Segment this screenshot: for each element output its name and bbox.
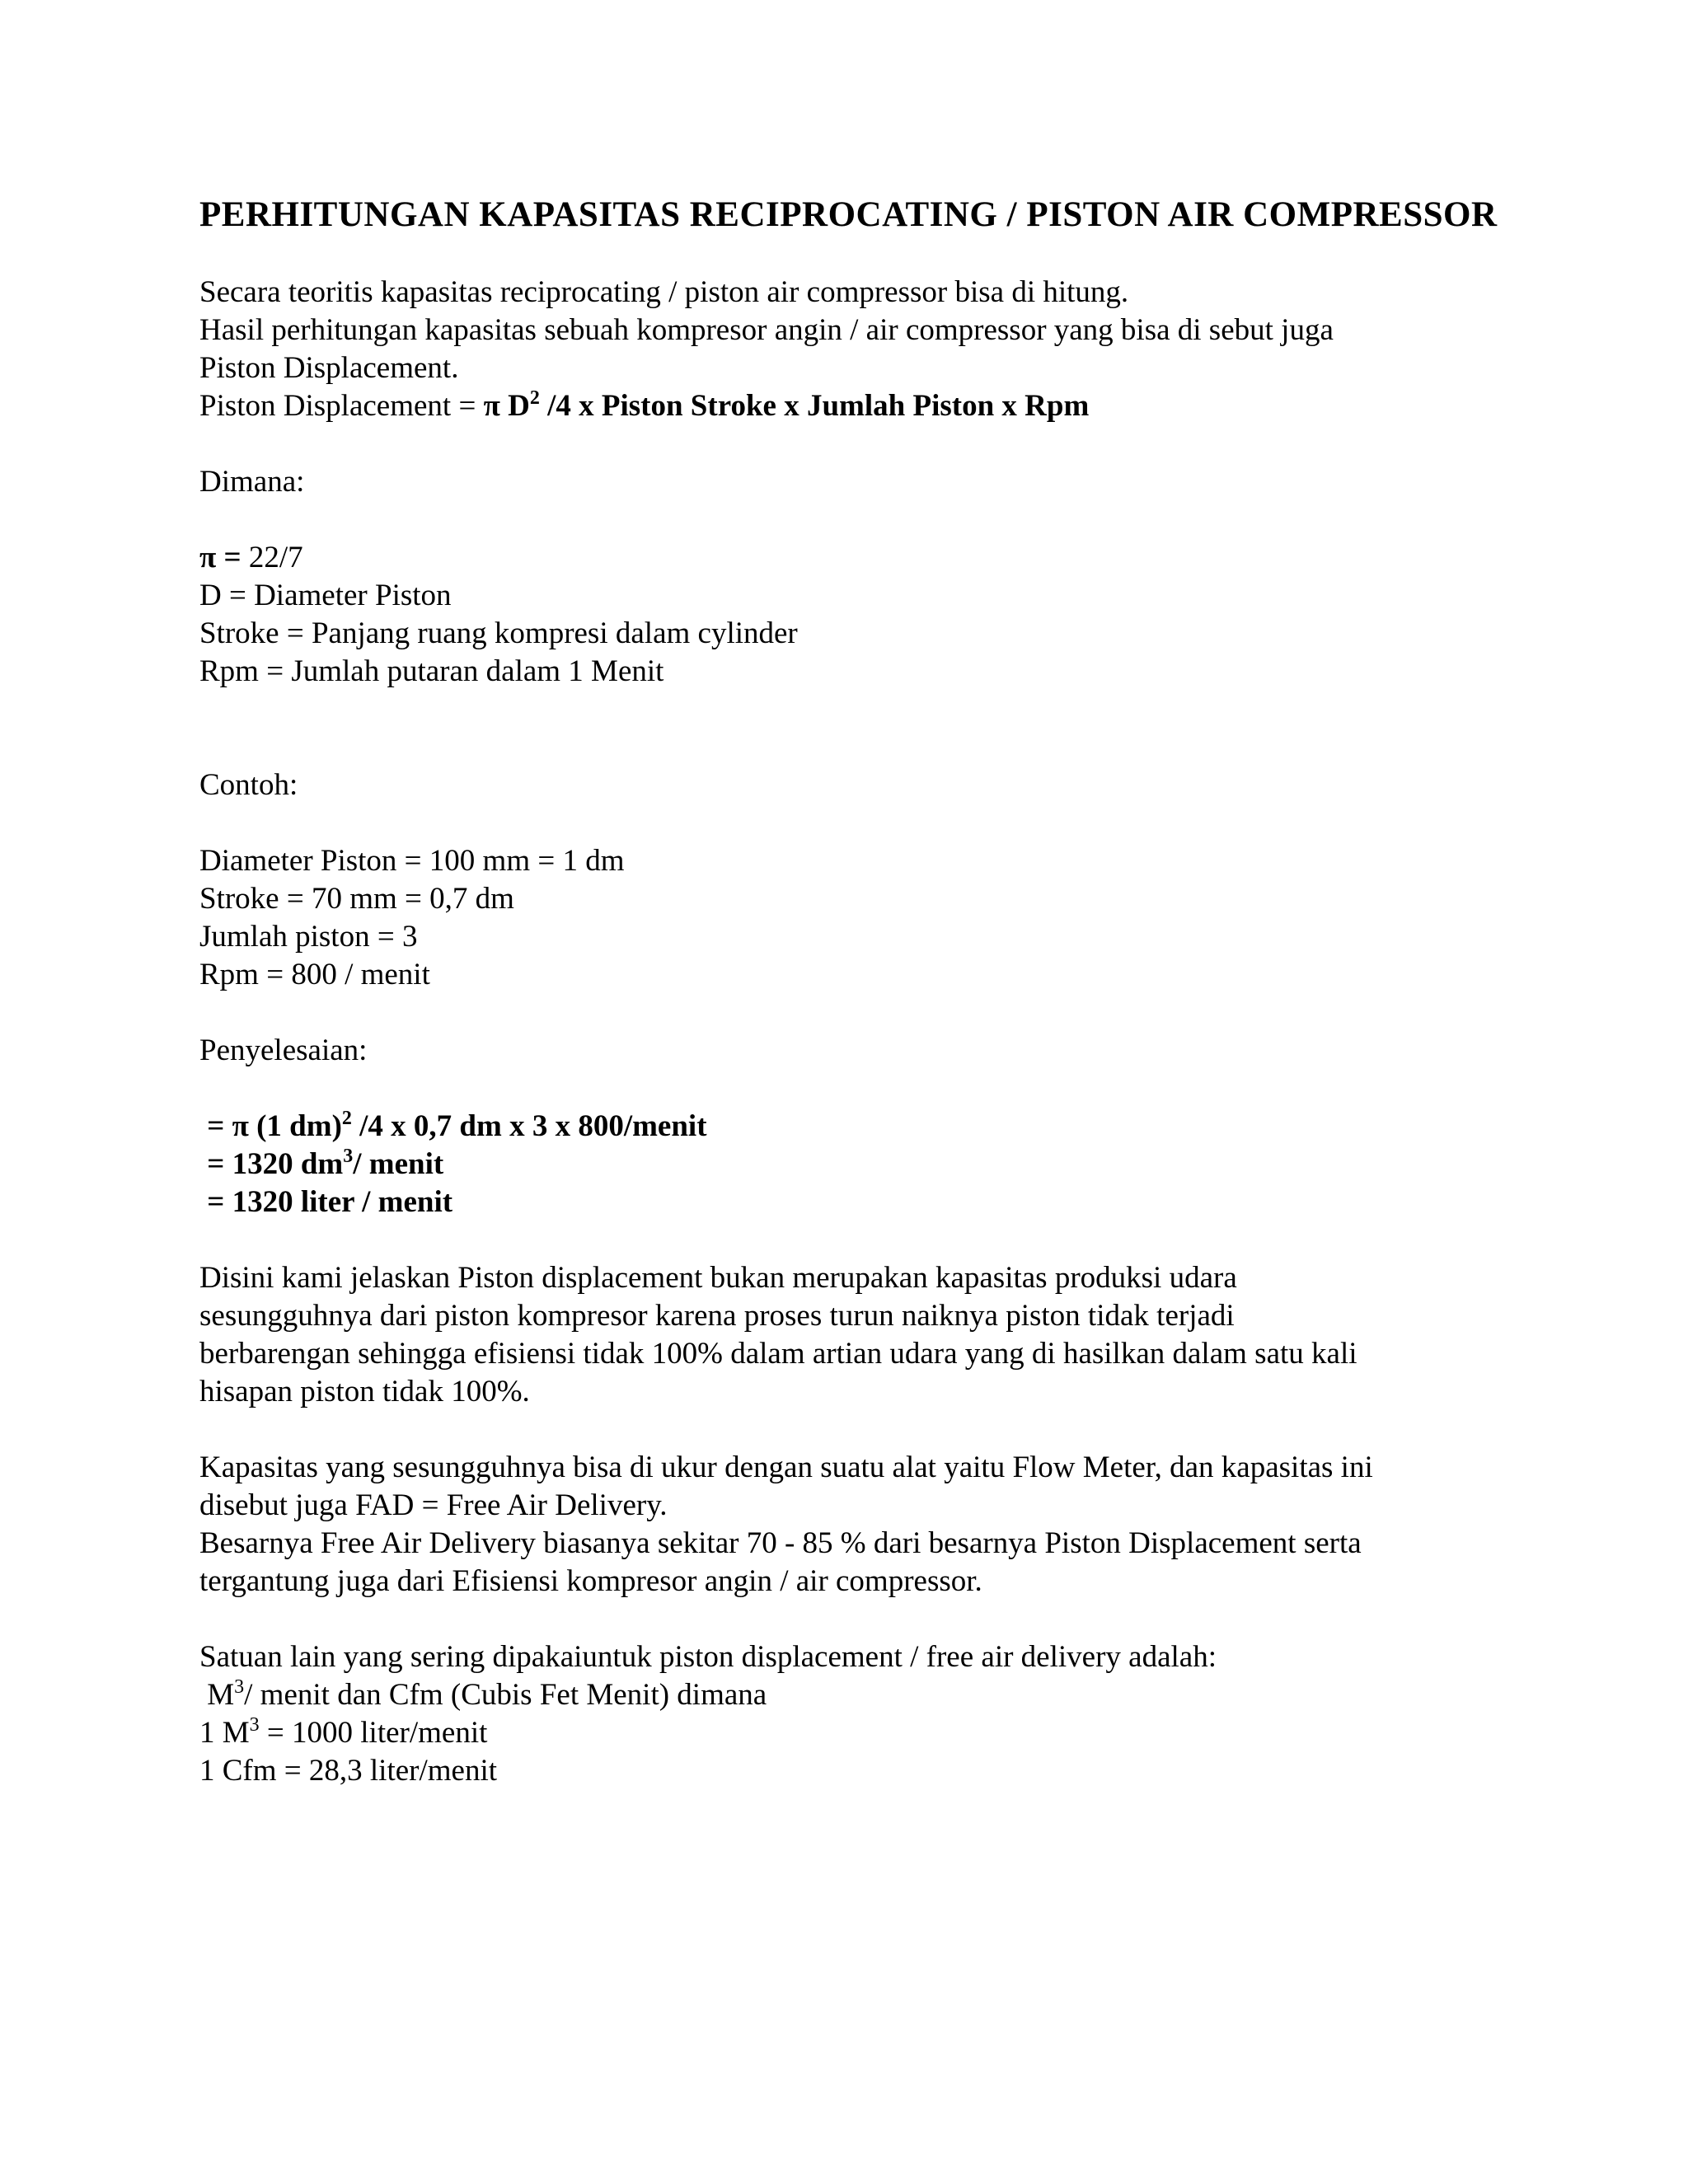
d-definition: D = Diameter Piston: [199, 579, 452, 612]
satuan-m3-exponent: 3: [234, 1676, 245, 1698]
step2-main: = 1320 dm: [199, 1147, 344, 1181]
formula-pi-d: π D: [483, 389, 530, 423]
document-page: [199, 194, 1535, 1790]
paragraph1-line-4: hisapan piston tidak 100%.: [199, 1375, 530, 1408]
document-title: PERHITUNGAN KAPASITAS RECIPROCATING / PISTON AIR COMPRESSOR: [199, 195, 1498, 234]
paragraph2-line-2: disebut juga FAD = Free Air Delivery.: [199, 1488, 668, 1522]
satuan-line-3: [199, 1714, 1535, 1752]
formula-label: Piston Displacement =: [199, 389, 484, 423]
satuan-m3-unit: M: [199, 1678, 235, 1712]
paragraph1-line-3: berbarengan sehingga efisiensi tidak 100% dalam artian udara yang di hasilkan dalam satu kali: [199, 1337, 1357, 1371]
paragraph2-line-4: tergantung juga dari Efisiensi kompresor angin / air compressor.: [199, 1564, 982, 1598]
rpm-definition: Rpm = Jumlah putaran dalam 1 Menit: [199, 654, 664, 688]
step1-rest: /4 x 0,7 dm x 3 x 800/menit: [351, 1109, 707, 1143]
formula-line: [199, 387, 1535, 425]
solution-step-1: [199, 1108, 1535, 1146]
penyelesaian-heading: Penyelesaian:: [199, 1033, 368, 1067]
formula-exponent: 2: [529, 387, 540, 409]
contoh-jumlah: Jumlah piston = 3: [199, 920, 418, 954]
satuan-line-2: [199, 1676, 1535, 1714]
contoh-rpm: Rpm = 800 / menit: [199, 958, 430, 991]
step1-exponent: 2: [341, 1108, 352, 1129]
formula-rest: /4 x Piston Stroke x Jumlah Piston x Rpm: [539, 389, 1090, 423]
paragraph1-line-1: Disini kami jelaskan Piston displacement bukan merupakan kapasitas produksi udara: [199, 1261, 1237, 1295]
contoh-heading: Contoh:: [199, 768, 298, 802]
step2-exponent: 3: [343, 1146, 354, 1167]
intro-line-3: Piston Displacement.: [199, 351, 459, 385]
satuan-line-3-exponent: 3: [249, 1714, 260, 1736]
contoh-stroke: Stroke = 70 mm = 0,7 dm: [199, 882, 514, 916]
stroke-definition: Stroke = Panjang ruang kompresi dalam cylinder: [199, 616, 798, 650]
contoh-diameter: Diameter Piston = 100 mm = 1 dm: [199, 844, 625, 878]
solution-step-3: = 1320 liter / menit: [199, 1185, 453, 1219]
intro-line-2: Hasil perhitungan kapasitas sebuah kompresor angin / air compressor yang bisa di sebut juga: [199, 313, 1334, 347]
solution-step-2: [199, 1146, 1535, 1183]
paragraph1-line-2: sesungguhnya dari piston kompresor karena proses turun naiknya piston tidak terjadi: [199, 1299, 1235, 1333]
pi-definition: [199, 539, 1535, 577]
satuan-line-4: 1 Cfm = 28,3 liter/menit: [199, 1754, 498, 1788]
dimana-heading: Dimana:: [199, 465, 305, 499]
satuan-line-2-rest: / menit dan Cfm (Cubis Fet Menit) dimana: [244, 1678, 767, 1712]
intro-line-1: Secara teoritis kapasitas reciprocating / piston air compressor bisa di hitung.: [199, 275, 1129, 309]
satuan-line-1: Satuan lain yang sering dipakaiuntuk piston displacement / free air delivery adalah:: [199, 1640, 1217, 1674]
pi-symbol: π =: [199, 541, 241, 574]
step2-rest: / menit: [353, 1147, 444, 1181]
paragraph2-line-3: Besarnya Free Air Delivery biasanya sekitar 70 - 85 % dari besarnya Piston Displacement serta: [199, 1526, 1362, 1560]
step1-main: = π (1 dm): [199, 1109, 342, 1143]
satuan-line-3-rest: = 1000 liter/menit: [259, 1716, 488, 1750]
paragraph2-line-1: Kapasitas yang sesungguhnya bisa di ukur dengan suatu alat yaitu Flow Meter, dan kapasitas ini: [199, 1451, 1373, 1484]
satuan-line-3-main: 1 M: [199, 1716, 250, 1750]
pi-value: 22/7: [241, 541, 303, 574]
